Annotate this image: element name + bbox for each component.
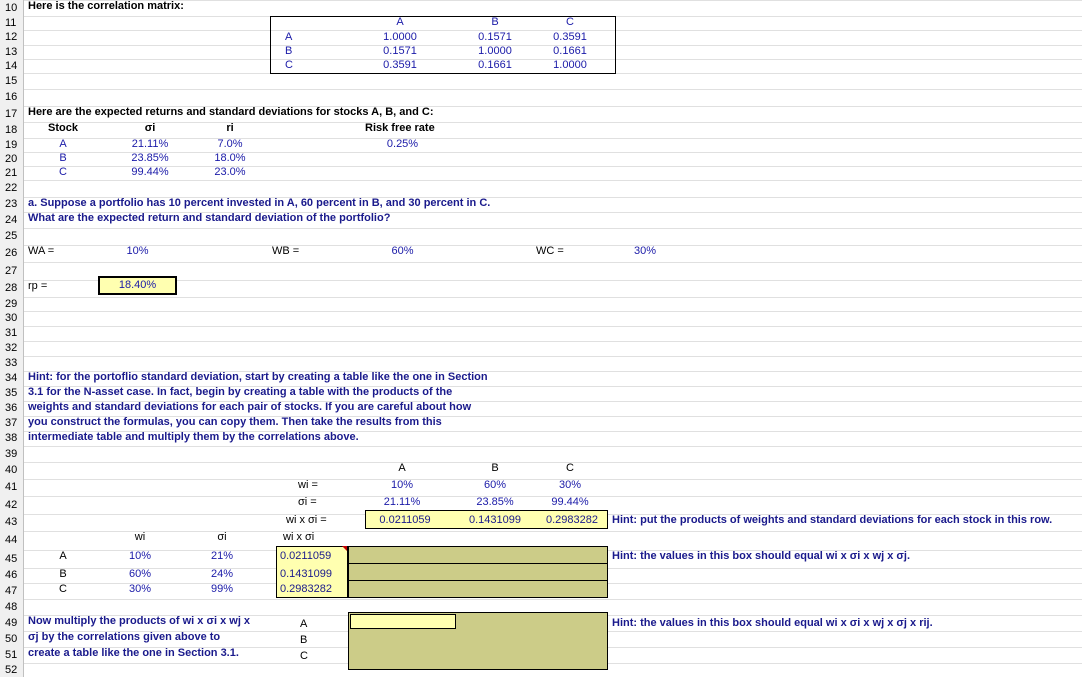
lower-name: C (59, 583, 67, 595)
corr-cell[interactable]: 1.0000 (478, 45, 512, 57)
lower-s[interactable]: 24% (210, 568, 234, 580)
stock-r[interactable]: 7.0% (217, 138, 243, 150)
row-header[interactable]: 31 (0, 326, 24, 341)
prod-w-cell[interactable]: 10% (390, 479, 414, 491)
prod-header-b: B (491, 462, 499, 474)
row-header[interactable]: 50 (0, 631, 24, 647)
row-header[interactable]: 40 (0, 462, 24, 479)
row-header[interactable]: 13 (0, 45, 24, 59)
stock-name: B (59, 152, 67, 164)
row-header[interactable]: 30 (0, 311, 24, 326)
corr-header-a: A (396, 16, 404, 28)
olive-divider-1 (348, 563, 608, 564)
grid-line (24, 326, 1082, 327)
row-header[interactable]: 22 (0, 180, 24, 197)
hint-bottom-1: Now multiply the products of wi x σi x wj x (28, 615, 251, 627)
stock-sigma[interactable]: 21.11% (131, 138, 169, 150)
hint-bottom-2: σj by the correlations given above to (28, 631, 221, 643)
wa-value[interactable]: 10% (126, 245, 149, 257)
col-riskfree: Risk free rate (365, 122, 435, 134)
grid-line (24, 89, 1082, 90)
row-header[interactable]: 19 (0, 138, 24, 152)
label-sigma: σi = (298, 496, 317, 508)
row-header[interactable]: 48 (0, 599, 24, 615)
lower-name: A (59, 550, 67, 562)
lower-ws[interactable]: 0.0211059 (280, 550, 332, 562)
row-header[interactable]: 24 (0, 212, 24, 228)
stock-r[interactable]: 18.0% (214, 152, 246, 164)
grid-line (24, 446, 1082, 447)
corr-label-b: B (300, 634, 308, 646)
corr-row-label-a: A (285, 31, 293, 43)
prod-header-a: A (398, 462, 406, 474)
rp-label: rp = (28, 280, 48, 292)
corr-row-label-c: C (285, 59, 293, 71)
row-header[interactable]: 39 (0, 446, 24, 462)
prod-header-c: C (566, 462, 574, 474)
stock-name: C (59, 166, 67, 178)
corr-cell[interactable]: 0.1571 (478, 31, 512, 43)
lower-w[interactable]: 60% (128, 568, 152, 580)
row-header[interactable]: 16 (0, 89, 24, 106)
question-line2: What are the expected return and standard deviation of the portfolio? (28, 212, 391, 224)
row-header[interactable]: 46 (0, 568, 24, 583)
label-w: wi = (298, 479, 318, 491)
row-header[interactable]: 45 (0, 550, 24, 568)
row-header[interactable]: 47 (0, 583, 24, 599)
olive-divider-2 (348, 580, 608, 581)
hint2: Hint: the values in this box should equal wi x σi x wj x σj. (612, 550, 911, 562)
row-header[interactable]: 33 (0, 356, 24, 371)
hint1-line1: Hint: for the portoflio standard deviation, start by creating a table like the one in Section (28, 371, 488, 383)
prod-w-cell[interactable]: 30% (558, 479, 582, 491)
row-header[interactable]: 12 (0, 30, 24, 45)
col-sigma: σi (144, 122, 156, 134)
wc-label: WC = (536, 245, 564, 257)
grid-line (24, 228, 1082, 229)
row-header[interactable]: 36 (0, 401, 24, 416)
corr-row-label-b: B (285, 45, 293, 57)
lower-h-w: wi (134, 531, 146, 543)
col-r: ri (226, 122, 234, 134)
row-header[interactable]: 11 (0, 16, 24, 30)
corr-cell[interactable]: 1.0000 (553, 59, 587, 71)
row-header[interactable]: 44 (0, 531, 24, 550)
wc-value[interactable]: 30% (633, 245, 657, 257)
corr-title: Here is the correlation matrix: (28, 0, 184, 12)
grid-line (24, 531, 1082, 532)
row-header[interactable]: 49 (0, 615, 24, 631)
lower-s[interactable]: 99% (210, 583, 234, 595)
row-header[interactable]: 10 (0, 0, 24, 16)
corr-header-b: B (491, 16, 499, 28)
stock-sigma[interactable]: 99.44% (131, 166, 169, 178)
rp-value-cell[interactable]: 18.40% (98, 276, 177, 295)
grid-line (24, 599, 1082, 600)
lower-w[interactable]: 30% (128, 583, 152, 595)
ws-a[interactable]: 0.0211059 (379, 514, 431, 526)
row-header[interactable]: 52 (0, 663, 24, 677)
lower-ws[interactable]: 0.2983282 (280, 583, 332, 595)
corr-cell[interactable]: 1.0000 (383, 31, 417, 43)
row-header[interactable]: 20 (0, 152, 24, 166)
grid-line (24, 280, 1082, 281)
hint3: Hint: the values in this box should equal wi x σi x wj x σj x rij. (612, 617, 933, 629)
row-header[interactable]: 27 (0, 262, 24, 280)
grid-line (24, 341, 1082, 342)
corr-label-c: C (300, 650, 308, 662)
lower-h-ws: wi x σi (283, 531, 315, 543)
lower-w[interactable]: 10% (128, 550, 152, 562)
row-header[interactable]: 38 (0, 431, 24, 446)
row-header[interactable]: 42 (0, 496, 24, 514)
grid-line (24, 180, 1082, 181)
wb-label: WB = (272, 245, 300, 257)
col-stock: Stock (48, 122, 78, 134)
stock-name: A (59, 138, 67, 150)
question-line1: a. Suppose a portfolio has 10 percent invested in A, 60 percent in B, and 30 percent in C. (28, 197, 491, 209)
row-header[interactable]: 23 (0, 197, 24, 212)
hint1-line5: intermediate table and multiply them by the correlations above. (28, 431, 359, 443)
corr-cell[interactable]: 0.1571 (383, 45, 417, 57)
cov-olive-box[interactable] (348, 546, 608, 598)
corr-cell[interactable]: 0.3591 (553, 31, 587, 43)
row-header[interactable]: 15 (0, 73, 24, 89)
wa-label: WA = (28, 245, 55, 257)
row-header[interactable]: 21 (0, 166, 24, 180)
lower-s[interactable]: 21% (210, 550, 234, 562)
stock-r[interactable]: 23.0% (214, 166, 246, 178)
prod-s-cell[interactable]: 99.44% (551, 496, 589, 508)
prod-s-cell[interactable]: 23.85% (476, 496, 514, 508)
ws-c[interactable]: 0.2983282 (546, 514, 598, 526)
row-header[interactable]: 37 (0, 416, 24, 431)
lower-ws[interactable]: 0.1431099 (280, 568, 332, 580)
hint1-line3: weights and standard deviations for each pair of stocks. If you are careful about how (28, 401, 472, 413)
wb-value[interactable]: 60% (391, 245, 414, 257)
corr-cell[interactable]: 0.3591 (383, 59, 417, 71)
corr-header-c: C (566, 16, 574, 28)
label-wsigma: wi x σi = (286, 514, 327, 526)
row-header[interactable]: 34 (0, 371, 24, 386)
row-header[interactable]: 35 (0, 386, 24, 401)
lower-h-s: σi (217, 531, 227, 543)
corr-label-a: A (300, 618, 308, 630)
row-header[interactable]: 32 (0, 341, 24, 356)
corr-product-yellow-cell[interactable] (350, 614, 456, 629)
grid-line (24, 356, 1082, 357)
row-header[interactable]: 41 (0, 479, 24, 496)
row-header[interactable]: 25 (0, 228, 24, 245)
ws-b[interactable]: 0.1431099 (469, 514, 521, 526)
row-header[interactable]: 18 (0, 122, 24, 138)
row-header[interactable]: 51 (0, 647, 24, 663)
riskfree-value[interactable]: 0.25% (386, 138, 419, 150)
row-header[interactable]: 26 (0, 245, 24, 262)
hint-bottom-3: create a table like the one in Section 3.1. (28, 647, 239, 659)
ws-hint: Hint: put the products of weights and standard deviations for each stock in this row. (612, 514, 1053, 526)
grid-line (24, 311, 1082, 312)
hint1-line4: you construct the formulas, you can copy them. Then take the results from this (28, 416, 442, 428)
prod-s-cell[interactable]: 21.11% (383, 496, 421, 508)
row-header[interactable]: 14 (0, 59, 24, 73)
stock-sigma[interactable]: 23.85% (131, 152, 169, 164)
row-header[interactable]: 43 (0, 514, 24, 531)
hint1-line2: 3.1 for the N-asset case. In fact, begin by creating a table with the products of the (28, 386, 453, 398)
corr-cell[interactable]: 0.1661 (478, 59, 512, 71)
row-header[interactable]: 29 (0, 297, 24, 311)
grid-line (24, 297, 1082, 298)
row-header[interactable]: 28 (0, 280, 24, 297)
stocks-title: Here are the expected returns and standard deviations for stocks A, B, and C: (28, 106, 434, 118)
grid-line (24, 262, 1082, 263)
corr-cell[interactable]: 0.1661 (553, 45, 587, 57)
prod-w-cell[interactable]: 60% (483, 479, 507, 491)
row-header[interactable]: 17 (0, 106, 24, 122)
lower-name: B (59, 568, 67, 580)
